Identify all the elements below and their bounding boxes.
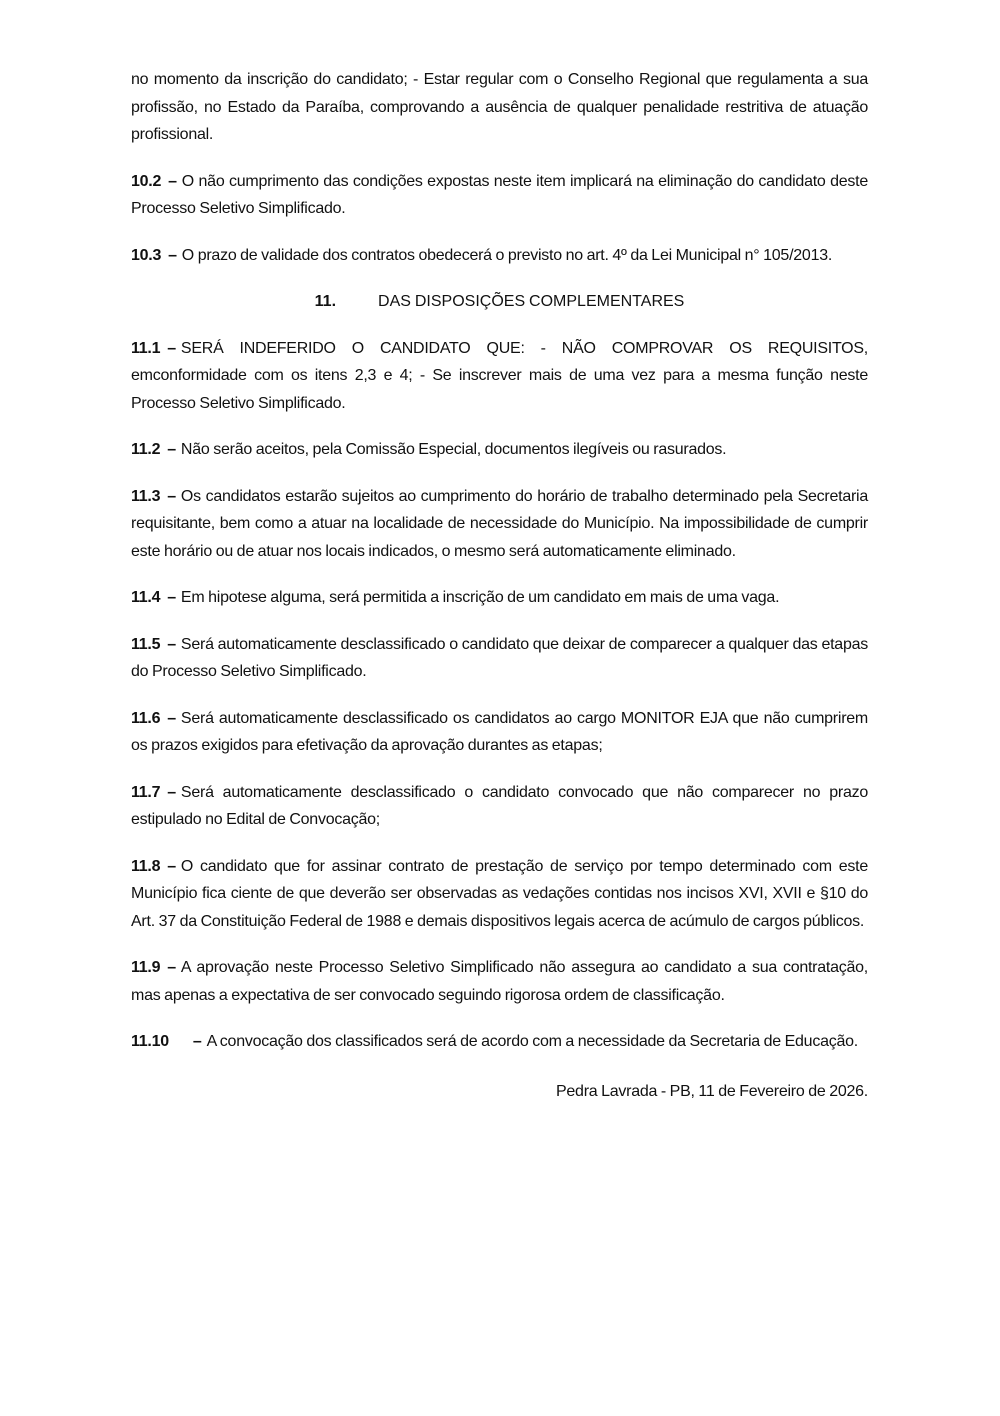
item-dash: –: [167, 487, 176, 505]
item-dash: –: [167, 635, 176, 653]
dateline: Pedra Lavrada - PB, 11 de Fevereiro de 2026.: [555, 1082, 868, 1100]
item-dash: –: [168, 246, 177, 264]
section-11-heading: [131, 288, 868, 316]
section-title: DAS DISPOSIÇÕES COMPLEMENTARES: [378, 293, 685, 310]
item-11-4: [131, 584, 868, 612]
item-11-6: [131, 705, 868, 760]
item-11-1: [131, 335, 868, 418]
item-10-2: [131, 168, 868, 223]
item-text: SERÁ INDEFERIDO O CANDIDATO QUE: - NÃO COMPROVAR OS REQUISITOS, emconformidade com os itens 2,3 e 4; - Se inscrever mais de uma vez para a mesma função neste Processo Seletivo Simplificado.: [131, 339, 868, 412]
item-11-7: [131, 779, 868, 834]
item-number: 11.3: [131, 487, 161, 505]
item-dash: –: [167, 589, 176, 606]
item-number: 10.2: [131, 172, 162, 190]
item-text: O não cumprimento das condições expostas neste item implicará na eliminação do candidato deste Processo Seletivo Simplificado.: [131, 172, 868, 217]
item-11-3: [131, 483, 868, 566]
item-10-3: [131, 242, 868, 270]
item-11-9: [131, 954, 868, 1009]
item-number: 10.3: [131, 246, 162, 264]
item-11-10: [131, 1028, 868, 1056]
item-11-5: [131, 631, 868, 686]
item-dash: –: [192, 1033, 202, 1050]
item-dash: –: [167, 709, 176, 727]
item-text: Será automaticamente desclassificado o candidato convocado que não comparecer no prazo estipulado no Edital de Convocação;: [131, 783, 868, 828]
item-dash: –: [167, 783, 176, 801]
item-number: 11.2: [131, 441, 161, 458]
item-11-8: [131, 853, 868, 936]
item-number: 11.4: [131, 589, 161, 606]
item-dash: –: [167, 959, 176, 976]
section-number: 11.: [314, 293, 337, 310]
item-number: 11.10: [131, 1033, 169, 1050]
item-dash: –: [167, 339, 176, 357]
item-number: 11.6: [131, 709, 161, 727]
item-dash: –: [167, 857, 176, 875]
item-number: 11.9: [131, 959, 161, 976]
item-number: 11.8: [131, 857, 161, 875]
continuation-paragraph: no momento da inscrição do candidato; - Estar regular com o Conselho Regional que regulamenta a sua profissão, no Estado da Paraíba, comprovando a ausência de qualquer penalidade restritiva de atuação profissional.: [131, 71, 868, 143]
item-text: Não serão aceitos, pela Comissão Especial, documentos ilegíveis ou rasurados.: [180, 441, 727, 458]
item-number: 11.7: [131, 783, 161, 801]
item-dash: –: [168, 172, 177, 190]
item-text: Será automaticamente desclassificado os candidatos ao cargo MONITOR EJA que não cumprirem os prazos exigidos para efetivação da aprovação durantes as etapas;: [131, 709, 868, 754]
item-text: Será automaticamente desclassificado o candidato que deixar de comparecer a qualquer das etapas do Processo Seletivo Simplificado.: [131, 635, 868, 680]
item-text: A convocação dos classificados será de acordo com a necessidade da Secretaria de Educação.: [206, 1033, 858, 1050]
item-number: 11.5: [131, 635, 161, 653]
item-text: Os candidatos estarão sujeitos ao cumprimento do horário de trabalho determinado pela Secretaria requisitante, bem como a atuar na localidade de necessidade do Município. Na impossibilidade de cumprir este horário ou de atuar nos locais indicados, o mesmo será automaticamente eliminado.: [131, 487, 868, 560]
item-number: 11.1: [131, 339, 161, 357]
item-text: O candidato que for assinar contrato de prestação de serviço por tempo determinado com este Município fica ciente de que deverão ser observadas as vedações contidas nos incisos XVI, XVII e §10 do Art. 37 da Constituição Federal de 1988 e demais dispositivos legais acerca de acúmulo de cargos públicos.: [131, 857, 868, 930]
item-dash: –: [167, 441, 176, 458]
item-text: A aprovação neste Processo Seletivo Simplificado não assegura ao candidato a sua contratação, mas apenas a expectativa de ser convocado seguindo rigorosa ordem de classificação.: [131, 959, 868, 1004]
item-text: Em hipotese alguma, será permitida a inscrição de um candidato em mais de uma vaga.: [180, 589, 780, 606]
item-text: O prazo de validade dos contratos obedecerá o previsto no art. 4º da Lei Municipal n° 105/2013.: [181, 246, 833, 264]
item-11-2: [131, 436, 868, 464]
